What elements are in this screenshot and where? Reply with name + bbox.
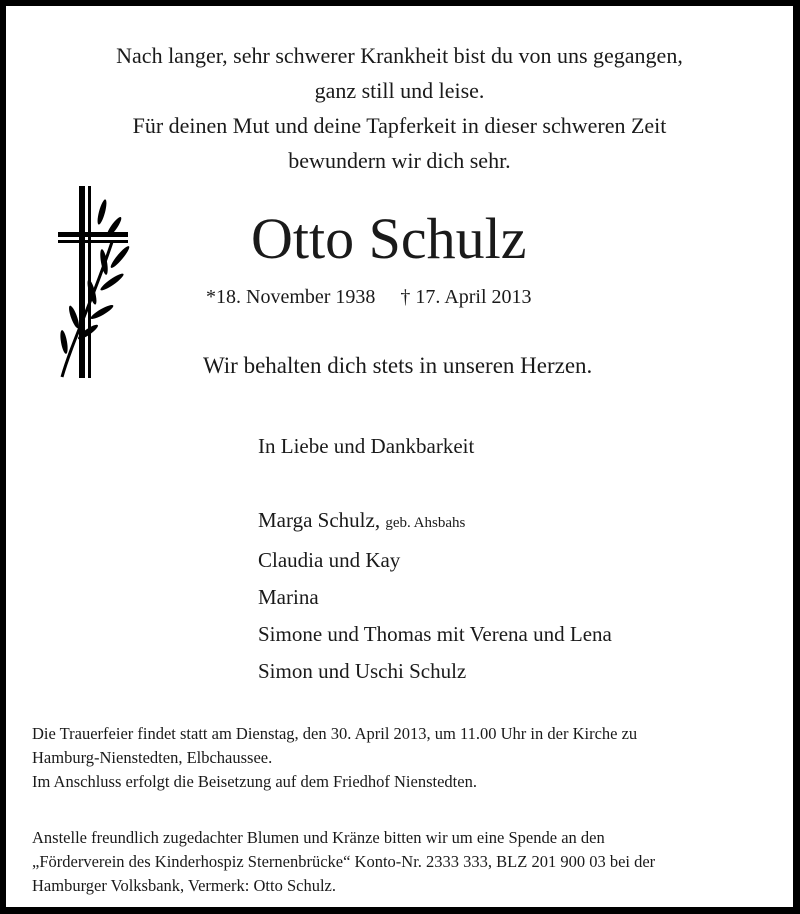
intro-line: Nach langer, sehr schwerer Krankheit bist du von uns gegangen, [116, 43, 683, 68]
motto: Wir behalten dich stets in unseren Herzen. [203, 353, 593, 378]
service-line: Hamburg-Nienstedten, Elbchaussee. [32, 748, 273, 767]
intro-line: Für deinen Mut und deine Tapferkeit in dieser schweren Zeit [132, 113, 667, 138]
mourner [258, 502, 612, 542]
intro-line: ganz still und leise. [314, 78, 485, 103]
donation-line: Hamburger Volksbank, Vermerk: Otto Schulz. [32, 876, 336, 895]
mourner [258, 579, 612, 616]
mourner-name: Marga Schulz, [258, 508, 381, 532]
funeral-service-info [32, 722, 772, 794]
donation-line: „Förderverein des Kinderhospiz Sternenbrücke“ Konto-Nr. 2333 333, BLZ 201 900 03 bei der [32, 852, 656, 871]
mourner-name: Simone und Thomas mit Verena und Lena [258, 622, 612, 646]
service-line: Im Anschluss erfolgt die Beisetzung auf dem Friedhof Nienstedten. [32, 772, 477, 791]
mourner [258, 542, 612, 579]
mourner-name: Claudia und Kay [258, 548, 401, 572]
obituary-card [6, 6, 793, 907]
intro-verse [6, 38, 793, 178]
death-date: † 17. April 2013 [400, 286, 532, 308]
mourner [258, 653, 612, 690]
mourner [258, 616, 612, 653]
life-dates [206, 284, 532, 310]
intro-line: bewundern wir dich sehr. [288, 148, 511, 173]
mourner-name: Simon und Uschi Schulz [258, 659, 467, 683]
mourner-name: Marina [258, 585, 319, 609]
maiden-name-note: geb. Ahsbahs [385, 515, 466, 531]
donation-line: Anstelle freundlich zugedachter Blumen und Kränze bitten wir um eine Spende an den [32, 828, 605, 847]
donation-info [32, 826, 772, 898]
deceased-name: Otto Schulz [251, 206, 527, 271]
service-line: Die Trauerfeier findet statt am Dienstag, den 30. April 2013, um 11.00 Uhr in der Kirche zu [32, 724, 638, 743]
closing-phrase: In Liebe und Dankbarkeit [258, 434, 475, 458]
birth-date: *18. November 1938 [206, 286, 376, 308]
mourners-list [258, 502, 612, 690]
cross-with-palm-branch-icon [52, 182, 132, 382]
